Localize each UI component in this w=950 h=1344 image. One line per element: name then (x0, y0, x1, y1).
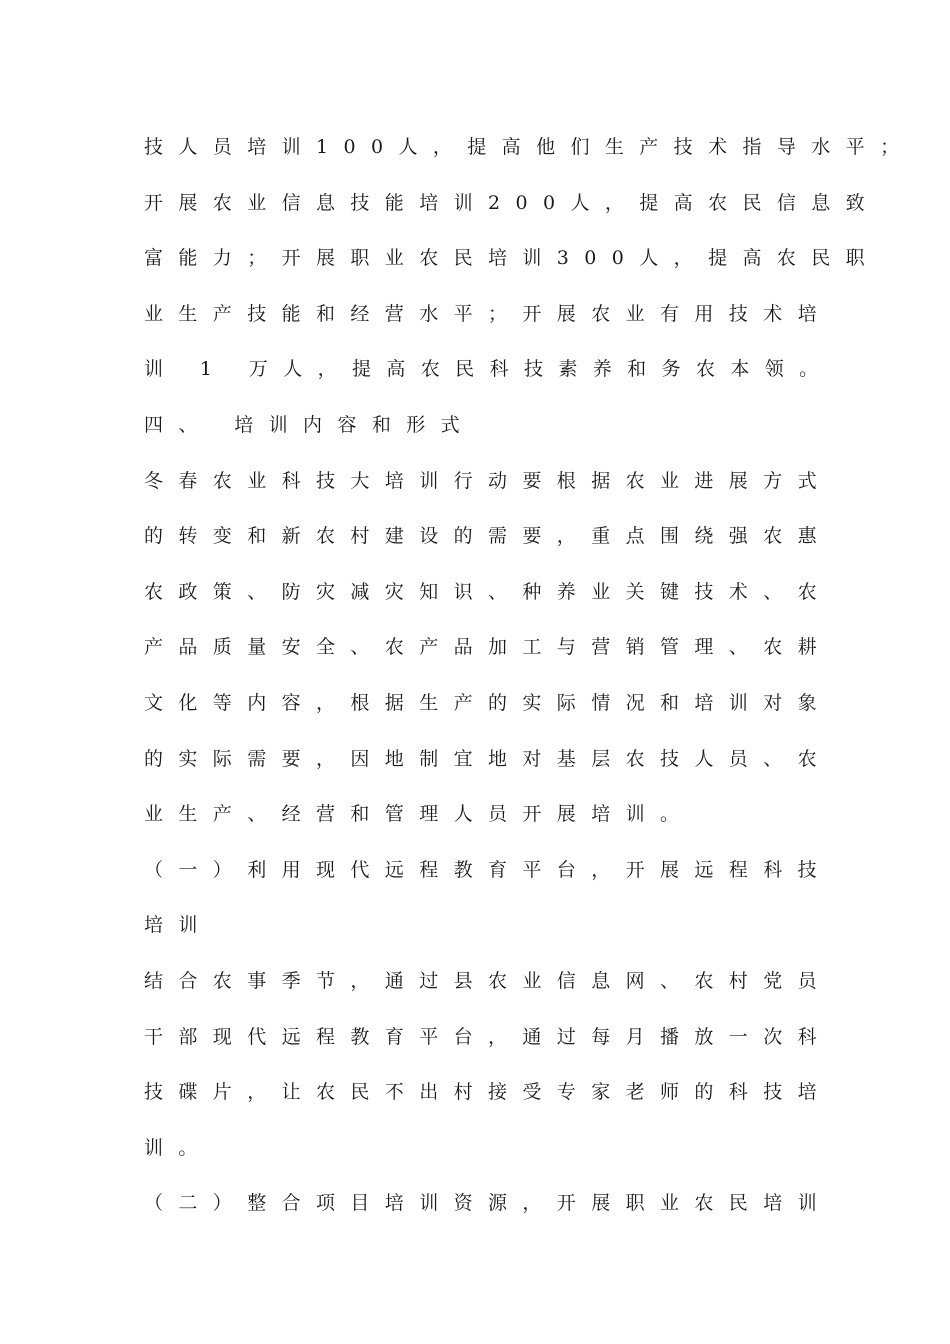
subsection-heading-continued: 培训 (144, 914, 213, 937)
text-line: 训。 (144, 1136, 213, 1159)
text-line: 开展农业信息技能培训200人，提高农民信息致 (144, 191, 881, 214)
text-line: 富能力；开展职业农民培训300人，提高农民职 (144, 247, 881, 270)
text-line: 技碟片，让农民不出村接受专家老师的科技培 (144, 1081, 833, 1104)
text-line: 业生产技能和经营水平；开展农业有用技术培 (144, 302, 833, 325)
subsection-heading: （一）利用现代远程教育平台，开展远程科技 (144, 858, 833, 881)
text-line: 技人员培训100人，提高他们生产技术指导水平； (144, 136, 915, 158)
subsection-heading: （二）整合项目培训资源，开展职业农民培训 (144, 1192, 833, 1215)
text-line: 干部现代远程教育平台，通过每月播放一次科 (144, 1025, 833, 1048)
section-heading: 四、 培训内容和形式 (144, 413, 476, 436)
text-line: 文化等内容，根据生产的实际情况和培训对象 (144, 691, 833, 714)
text-line: 的实际需要，因地制宜地对基层农技人员、农 (144, 747, 833, 770)
text-line: 训 1 万人，提高农民科技素养和务农本领。 (144, 358, 834, 381)
text-line: 业生产、经营和管理人员开展培训。 (144, 803, 695, 826)
text-line: 产品质量安全、农产品加工与营销管理、农耕 (144, 636, 833, 659)
text-line: 冬春农业科技大培训行动要根据农业进展方式 (144, 469, 833, 492)
text-line: 结合农事季节，通过县农业信息网、农村党员 (144, 969, 833, 992)
text-line: 的转变和新农村建设的需要，重点围绕强农惠 (144, 525, 833, 548)
text-line: 农政策、防灾减灾知识、种养业关键技术、农 (144, 580, 833, 603)
document-body (144, 120, 915, 1232)
